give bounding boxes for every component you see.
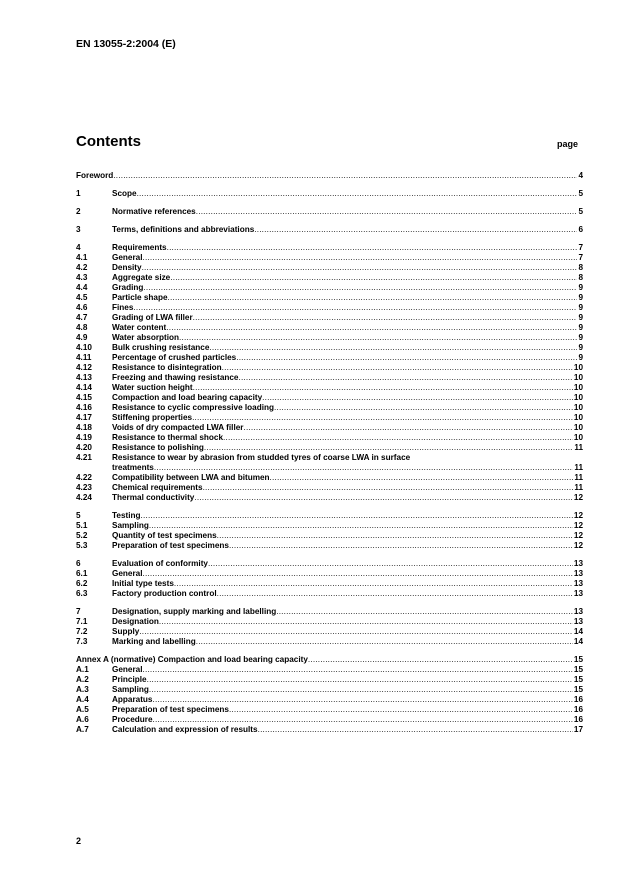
toc-entry[interactable] — [76, 207, 583, 217]
toc-entry-label: Water content — [112, 323, 167, 332]
dot-leader — [141, 511, 573, 521]
toc-entry-number: 7.2 — [76, 627, 88, 636]
toc-entry-label: Principle — [112, 675, 147, 684]
toc-entry-number: 4.3 — [76, 273, 88, 282]
toc-entry-page: 12 — [573, 521, 583, 530]
toc-entry[interactable] — [76, 323, 583, 333]
toc-entry-label: Preparation of test specimens — [112, 705, 229, 714]
toc-entry-label: Scope — [112, 189, 137, 198]
toc-entry-number: 4.11 — [76, 353, 92, 362]
toc-entry[interactable] — [76, 637, 583, 647]
page-number: 2 — [76, 836, 82, 846]
toc-entry-number: 4.5 — [76, 293, 88, 302]
toc-entry[interactable] — [76, 273, 583, 283]
toc-entry-number: 6.3 — [76, 589, 88, 598]
toc-entry-label: Testing — [112, 511, 141, 520]
toc-entry-label: Resistance to wear by abrasion from studded tyres of coarse LWA in surface — [112, 453, 411, 462]
toc-entry-page: 10 — [573, 363, 583, 372]
toc-entry[interactable] — [76, 373, 583, 383]
toc-entry[interactable] — [76, 353, 583, 363]
toc-entry-label: Freezing and thawing resistance — [112, 373, 239, 382]
dot-leader — [154, 463, 573, 473]
toc-entry-label: Calculation and expression of results — [112, 725, 258, 734]
toc-entry-page: 16 — [573, 695, 583, 704]
toc-entry-page: 9 — [578, 283, 583, 292]
toc-entry-number: 5.1 — [76, 521, 88, 530]
toc-entry-label: Foreword — [76, 171, 114, 180]
dot-leader — [236, 353, 577, 363]
toc-entry-number: 4.24 — [76, 493, 92, 502]
toc-entry-page: 8 — [578, 273, 583, 282]
dot-leader — [143, 283, 577, 293]
dot-leader — [113, 171, 577, 181]
dot-leader — [168, 293, 578, 303]
toc-entry-label: Resistance to thermal shock — [112, 433, 224, 442]
dot-leader — [196, 207, 578, 217]
toc-entry-page: 10 — [573, 373, 583, 382]
toc-entry-page: 13 — [573, 559, 583, 568]
toc-entry[interactable] — [76, 521, 583, 531]
toc-entry[interactable] — [76, 443, 583, 453]
toc-entry-number: 4.8 — [76, 323, 88, 332]
toc-entry-number: 5.2 — [76, 531, 88, 540]
toc-entry-page: 16 — [573, 705, 583, 714]
dot-leader — [223, 433, 573, 443]
toc-entry-label: Resistance to polishing — [112, 443, 204, 452]
dot-leader — [194, 493, 573, 503]
dot-leader — [274, 403, 573, 413]
dot-leader — [229, 541, 573, 551]
toc-entry-page: 13 — [573, 579, 583, 588]
toc-entry-number: 4.2 — [76, 263, 88, 272]
toc-entry-page: 9 — [578, 303, 583, 312]
toc-entry[interactable] — [76, 423, 583, 433]
toc-entry-label: Compatibility between LWA and bitumen — [112, 473, 270, 482]
dot-leader — [193, 313, 578, 323]
toc-entry-page: 15 — [573, 665, 583, 674]
toc-entry-number: 4.20 — [76, 443, 92, 452]
toc-entry-page: 10 — [573, 393, 583, 402]
toc-entry[interactable] — [76, 665, 583, 675]
toc-entry-number: 7 — [76, 607, 81, 616]
toc-entry-label: Stiffening properties — [112, 413, 193, 422]
toc-entry[interactable] — [76, 483, 583, 493]
toc-entry-number: 3 — [76, 225, 81, 234]
toc-entry-label: Evaluation of conformity — [112, 559, 208, 568]
toc-entry[interactable] — [76, 263, 583, 273]
toc-entry-label: Resistance to disintegration — [112, 363, 222, 372]
toc-entry-page: 8 — [578, 263, 583, 272]
page-column-label: page — [556, 139, 578, 149]
toc-entry-page: 5 — [578, 207, 583, 216]
toc-entry-page: 10 — [573, 413, 583, 422]
toc-entry[interactable] — [76, 453, 583, 463]
toc-entry-number: 5.3 — [76, 541, 88, 550]
toc-entry-label: Resistance to cyclic compressive loading — [112, 403, 274, 412]
dot-leader — [192, 413, 573, 423]
toc-entry-number: 4.18 — [76, 423, 92, 432]
toc-entry-number: A.3 — [76, 685, 89, 694]
document-id: EN 13055-2:2004 (E) — [76, 38, 176, 50]
toc-entry-label: Quantity of test specimens — [112, 531, 217, 540]
dot-leader — [204, 443, 573, 453]
toc-entry-number: 6.2 — [76, 579, 88, 588]
toc-entry-page: 12 — [573, 541, 583, 550]
toc-entry-page: 12 — [573, 531, 583, 540]
toc-entry-page: 5 — [578, 189, 583, 198]
toc-entry[interactable] — [76, 627, 583, 637]
dot-leader — [208, 559, 573, 569]
toc-entry-number: 4.22 — [76, 473, 92, 482]
dot-leader — [308, 655, 573, 665]
toc-entry-label: Marking and labelling — [112, 637, 196, 646]
toc-entry[interactable] — [76, 675, 583, 685]
toc-entry-number: 6.1 — [76, 569, 88, 578]
dot-leader — [167, 243, 578, 253]
toc-entry-label: Fines — [112, 303, 134, 312]
toc-entry-label: Aggregate size — [112, 273, 171, 282]
toc-entry-number: 4.14 — [76, 383, 92, 392]
toc-entry[interactable] — [76, 333, 583, 343]
toc-entry[interactable] — [76, 189, 583, 199]
toc-entry-number: A.6 — [76, 715, 89, 724]
toc-entry-number: 4 — [76, 243, 81, 252]
toc-entry[interactable] — [76, 617, 583, 627]
table-of-contents — [76, 171, 583, 735]
toc-entry-page: 7 — [578, 253, 583, 262]
toc-entry-number: 4.10 — [76, 343, 92, 352]
toc-entry-number: 7.3 — [76, 637, 88, 646]
toc-entry-label: Preparation of test specimens — [112, 541, 229, 550]
toc-entry-label: Factory production control — [112, 589, 217, 598]
toc-entry-number: 4.23 — [76, 483, 92, 492]
toc-entry[interactable] — [76, 655, 583, 665]
toc-entry-page: 7 — [578, 243, 583, 252]
dot-leader — [243, 423, 572, 433]
toc-entry[interactable] — [76, 715, 583, 725]
dot-leader — [166, 323, 577, 333]
toc-entry-label: General — [112, 665, 143, 674]
toc-entry-number: 5 — [76, 511, 81, 520]
toc-entry-label: Percentage of crushed particles — [112, 353, 237, 362]
toc-entry-label: Apparatus — [112, 695, 153, 704]
toc-entry-label: Annex A (normative) Compaction and load bearing capacity — [76, 655, 308, 664]
dot-leader — [270, 473, 574, 483]
toc-entry[interactable] — [76, 725, 583, 735]
toc-entry-number: A.5 — [76, 705, 89, 714]
toc-entry[interactable] — [76, 283, 583, 293]
toc-entry[interactable] — [76, 225, 583, 235]
toc-entry[interactable] — [76, 171, 583, 181]
dot-leader — [276, 607, 573, 617]
toc-entry-page: 10 — [573, 433, 583, 442]
toc-entry-page: 11 — [574, 443, 583, 452]
toc-entry-number: 4.9 — [76, 333, 88, 342]
toc-entry-page: 10 — [573, 383, 583, 392]
dot-leader — [147, 675, 573, 685]
toc-entry-number: 4.16 — [76, 403, 92, 412]
dot-leader — [170, 273, 577, 283]
contents-title: Contents — [76, 133, 141, 150]
toc-entry-page: 13 — [573, 589, 583, 598]
toc-entry[interactable] — [76, 303, 583, 313]
toc-entry-page: 6 — [578, 225, 583, 234]
toc-entry-label: Sampling — [112, 521, 149, 530]
toc-entry-page: 9 — [578, 353, 583, 362]
toc-entry-page: 16 — [573, 715, 583, 724]
dot-leader — [143, 569, 573, 579]
toc-entry-label: Particle shape — [112, 293, 168, 302]
toc-entry-label: General — [112, 569, 143, 578]
dot-leader — [149, 685, 573, 695]
toc-entry[interactable] — [76, 413, 583, 423]
toc-entry[interactable] — [76, 363, 583, 373]
dot-leader — [133, 303, 577, 313]
toc-entry-label: Requirements — [112, 243, 167, 252]
toc-entry-page: 11 — [574, 473, 583, 482]
toc-entry-label: Bulk crushing resistance — [112, 343, 210, 352]
toc-entry-number: 4.1 — [76, 253, 88, 262]
dot-leader — [254, 225, 577, 235]
toc-entry[interactable] — [76, 589, 583, 599]
toc-entry[interactable] — [76, 531, 583, 541]
toc-entry-page: 12 — [573, 493, 583, 502]
toc-entry-number: 4.12 — [76, 363, 92, 372]
dot-leader — [262, 393, 573, 403]
toc-entry-number: 4.19 — [76, 433, 92, 442]
dot-leader — [222, 363, 573, 373]
dot-leader — [149, 521, 573, 531]
toc-entry-number: 4.7 — [76, 313, 88, 322]
dot-leader — [143, 665, 573, 675]
dot-leader — [142, 263, 578, 273]
toc-entry-page: 9 — [578, 293, 583, 302]
toc-entry[interactable] — [76, 403, 583, 413]
toc-entry[interactable] — [76, 313, 583, 323]
toc-entry[interactable] — [76, 293, 583, 303]
toc-entry-page: 13 — [573, 569, 583, 578]
dot-leader — [238, 373, 572, 383]
toc-entry-label: Supply — [112, 627, 140, 636]
toc-entry-label: Designation, supply marking and labelling — [112, 607, 277, 616]
toc-entry[interactable] — [76, 473, 583, 483]
toc-entry-label: Voids of dry compacted LWA filler — [112, 423, 244, 432]
toc-entry-label: Procedure — [112, 715, 153, 724]
toc-entry-label: Designation — [112, 617, 159, 626]
toc-entry-label: Chemical requirements — [112, 483, 203, 492]
toc-entry[interactable] — [76, 541, 583, 551]
toc-entry-label: Water suction height — [112, 383, 193, 392]
toc-entry-page: 12 — [573, 511, 583, 520]
toc-entry-label: General — [112, 253, 143, 262]
toc-entry[interactable] — [76, 463, 583, 473]
dot-leader — [159, 617, 573, 627]
toc-entry-page: 15 — [573, 655, 583, 664]
toc-entry-label: Water absorption — [112, 333, 180, 342]
toc-entry[interactable] — [76, 511, 583, 521]
toc-entry-page: 4 — [578, 171, 583, 180]
dot-leader — [143, 253, 578, 263]
toc-entry-page: 9 — [578, 323, 583, 332]
dot-leader — [203, 483, 574, 493]
toc-entry-label: Grading — [112, 283, 144, 292]
dot-leader — [193, 383, 573, 393]
toc-entry[interactable] — [76, 343, 583, 353]
toc-entry-number: 7.1 — [76, 617, 88, 626]
toc-entry-number: 4.6 — [76, 303, 88, 312]
toc-entry-page: 11 — [574, 483, 583, 492]
toc-entry-label: treatments — [112, 463, 154, 472]
dot-leader — [153, 715, 573, 725]
toc-entry-number: 2 — [76, 207, 81, 216]
toc-entry-number: 4.13 — [76, 373, 92, 382]
dot-leader — [258, 725, 573, 735]
toc-entry-label: Grading of LWA filler — [112, 313, 193, 322]
toc-entry[interactable] — [76, 569, 583, 579]
toc-entry-label: Thermal conductivity — [112, 493, 195, 502]
toc-entry-number: A.1 — [76, 665, 89, 674]
toc-entry-number: 4.15 — [76, 393, 92, 402]
toc-entry-number: 6 — [76, 559, 81, 568]
toc-entry-number: A.2 — [76, 675, 89, 684]
toc-entry[interactable] — [76, 695, 583, 705]
toc-entry-number: 1 — [76, 189, 81, 198]
toc-entry-label: Initial type tests — [112, 579, 174, 588]
dot-leader — [139, 627, 573, 637]
toc-entry[interactable] — [76, 393, 583, 403]
toc-entry[interactable] — [76, 705, 583, 715]
toc-entry[interactable] — [76, 559, 583, 569]
dot-leader — [137, 189, 578, 199]
dot-leader — [229, 705, 573, 715]
toc-entry-page: 14 — [573, 627, 583, 636]
dot-leader — [174, 579, 573, 589]
toc-entry-number: A.7 — [76, 725, 89, 734]
dot-leader — [217, 589, 573, 599]
toc-entry-page: 17 — [573, 725, 583, 734]
toc-entry[interactable] — [76, 579, 583, 589]
toc-entry[interactable] — [76, 383, 583, 393]
toc-entry[interactable] — [76, 243, 583, 253]
toc-entry-page: 15 — [573, 675, 583, 684]
toc-entry-page: 9 — [578, 343, 583, 352]
toc-entry-page: 10 — [573, 403, 583, 412]
toc-entry-page: 13 — [573, 617, 583, 626]
toc-entry-page: 10 — [573, 423, 583, 432]
toc-entry-label: Density — [112, 263, 142, 272]
toc-entry-page: 9 — [578, 313, 583, 322]
toc-entry-number: 4.21 — [76, 453, 92, 462]
dot-leader — [196, 637, 573, 647]
toc-entry-page: 15 — [573, 685, 583, 694]
toc-entry-number: A.4 — [76, 695, 89, 704]
toc-entry-number: 4.4 — [76, 283, 88, 292]
toc-entry-page: 14 — [573, 637, 583, 646]
toc-entry[interactable] — [76, 253, 583, 263]
toc-entry[interactable] — [76, 607, 583, 617]
toc-entry-label: Compaction and load bearing capacity — [112, 393, 263, 402]
dot-leader — [153, 695, 573, 705]
toc-entry[interactable] — [76, 685, 583, 695]
dot-leader — [179, 333, 577, 343]
toc-entry-label: Sampling — [112, 685, 149, 694]
toc-entry-page: 11 — [574, 463, 583, 472]
toc-entry-page: 13 — [573, 607, 583, 616]
toc-entry[interactable] — [76, 493, 583, 503]
dot-leader — [209, 343, 577, 353]
dot-leader — [217, 531, 573, 541]
toc-entry-label: Terms, definitions and abbreviations — [112, 225, 255, 234]
toc-entry-label: Normative references — [112, 207, 196, 216]
toc-entry-page: 9 — [578, 333, 583, 342]
toc-entry-number: 4.17 — [76, 413, 92, 422]
toc-entry[interactable] — [76, 433, 583, 443]
